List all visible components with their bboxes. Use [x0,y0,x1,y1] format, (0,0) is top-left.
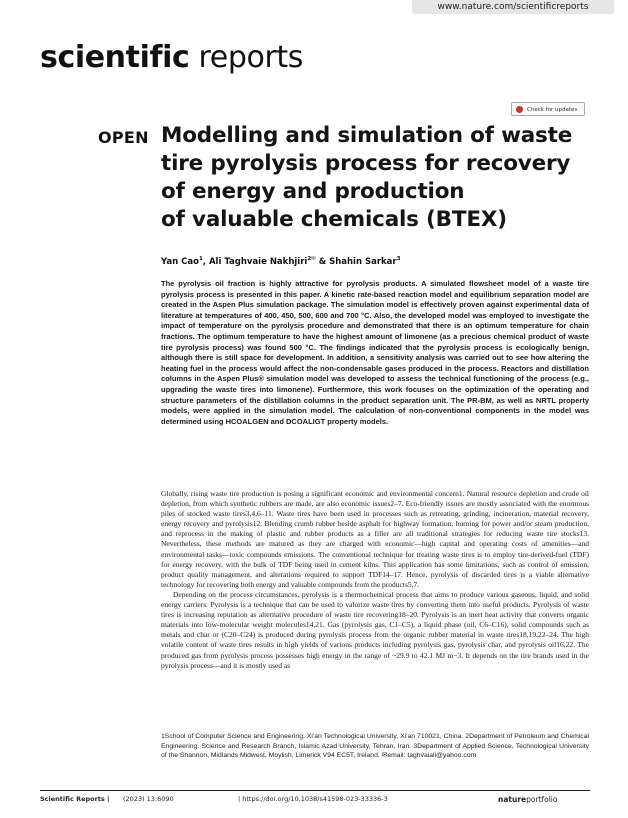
author-name[interactable]: Ali Taghvaie Nakhjiri [208,256,308,267]
publisher-bold: nature [498,795,527,804]
check-for-updates-button[interactable] [511,102,585,116]
footer-journal: Scientific Reports | [40,795,110,803]
footer-year-volume: (2023) 13:6090 [123,795,174,803]
author-affiliation-marker: 1 [198,256,203,262]
author-list: Yan Cao$^1$, Ali Taghvaie Nakhjiri$^{2✉}$ & Shahin Sarkar$^3$ [161,256,401,267]
publisher-rest: portfolio [526,795,558,804]
footer-doi-link[interactable]: | https://doi.org/10.1038/s41598-023-33336-3 [238,795,388,803]
author-name[interactable]: Shahin Sarkar [329,256,397,267]
abstract: The pyrolysis oil fraction is highly attractive for pyrolysis products. A simulated flowsheet model of a waste tire pyrolysis process is presented in this paper. A kinetic rate-based reaction model and equilibrium separation model are created in the Aspen Plus simulation package. The simulation model is effectively proven against experimental data of literature at temperatures of 400, 450, 500, 600 and 700 °C. Also, the developed model was employed to investigate the impact of temperature on the pyrolysis procedure and demonstrated that there is an optimum temperature for chain fractions. The optimum temperature to have the highest amount of limonene (as a precious chemical product of waste tire pyrolysis process) was found 500 °C. The findings indicated that the pyrolysis process is ecologically benign, although there is still space for development. In addition, a sensitivity analysis was carried out to see how altering the heating fuel in the process would affect the non-condensable gases produced in the process. Reactors and distillation columns in the Aspen Plus® simulation model was developed to assess the technical functioning of the process (e.g., upgrading the waste tires into limonene). Furthermore, this work focuses on the optimization of the operating and structure parameters of the distillation columns in the product separation unit. The PR-BM, as well as NRTL property models, were applied in the simulation model. The calculation of non-conventional components in the model was determined using HCOALGEN and DCOALIGT property models. [161,279,589,426]
publisher-logo [498,795,557,804]
title-line: of valuable chemicals (BTEX) [161,207,507,232]
footer-divider [40,790,590,791]
author-affiliation-marker: 2✉ [307,256,316,262]
brand-bold-text: scientific [40,40,190,75]
title-line: of energy and production [161,179,465,204]
title-line: Modelling and simulation of waste [161,123,573,148]
check-for-updates-label: Check for updates [527,107,578,113]
affiliations: 1School of Computer Science and Engineering, Xi'an Technological University, Xi'an 710021, China. 2Department of Petroleum and Chemical Engineering, Science and Research Branch, Islamic Azad University, Tehran, Iran. 3Department of Applied Science, Technological University of the Shannon, Midlands Midwest, Moylish, Limerick V94 EC5T, Ireland. ✉email: taghvaiali@yahoo.com [161,733,589,760]
author-affiliation-marker: 3 [396,256,401,262]
title-line: tire pyrolysis process for recovery [161,151,571,176]
article-title [161,122,601,234]
author-name[interactable]: Yan Cao [161,256,199,267]
body-paragraph: Depending on the process circumstances, pyrolysis is a thermochemical process that aims to produce various gaseous, liquid, and solid energy carriers. Pyrolysis is a technique that can be used to valorize waste tires by converting them into useful products. Pyrolysis of waste tires is increasing reputation as alternative procedure of waste tire recovering18–20. Pyrolysis is an inert heat activity that converts organic materials into low-molecular weight molecules14,21. Gas (pyrolysis gas, C1–C5), a liquid phase (oil, C6–C16), solid compounds such as metals and char or (C20–C24) is produced during pyrolysis process from the organic rubber material in waste tires18,19,22–24. The high volatile content of waste tires results in high yields of various products including pyrolysis gas, pyrolysis char, and pyrolysis oil16,22. The produced gas from pyrolysis process possesses high energy in the range of ~29.9 to 42.1 MJ m−3. It depends on the tire brands used in the pyrolysis process—and it is mostly used as [161,589,589,670]
body-paragraph: Globally, rising waste tire production is posing a significant economic and environmental concern1. Natural resource depletion and crude oil depletion, from which synthetic rubbers are made, are also economic issues2–7. Eco-friendly issues are mostly associated with the enormous piles of stocked waste tires3,4,6–11. Waste tires have been used in processes such as retreating, grinding, incineration, material recovery, energy recovery and pyrolysis12. Blending crumb rubber beside asphalt for highway formation, burning for power and/or steam production, and reprocess in the making of plastic and rubber products as a filler are all traditional strategies for reducing waste tire stocks13. Nevertheless, these methods are matured as they are charged with economic—high capital and operating costs of amenities—and environmental tasks—toxic compounds emissions. The conventional technique for treating waste tires is to employ tire-derived-fuel (TDF) for energy recovery, with the bulk of TDF being used in cement kilns. This application has some limitations, such as control of emission, product quality management, and alterations required to support TDF14–17. Hence, pyrolysis of discarded tires is a viable alternative technology for recovering both energy and valuable compounds from the products5,7. [161,489,589,589]
open-access-badge: OPEN [98,128,149,147]
journal-url-bar[interactable]: www.nature.com/scientificreports [412,0,614,14]
journal-brand-logo [40,40,303,76]
crossmark-icon [516,106,523,113]
brand-light-text: reports [189,40,303,75]
main-text [161,489,589,671]
